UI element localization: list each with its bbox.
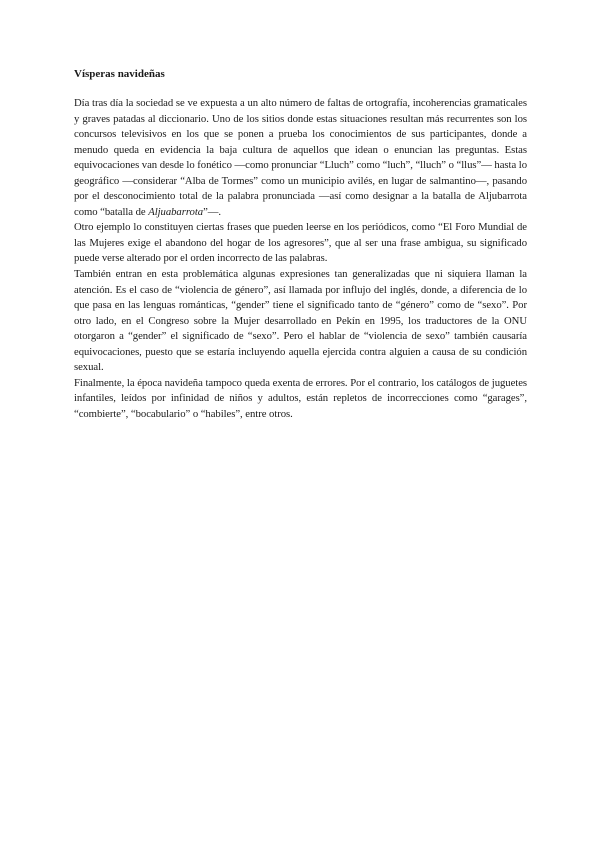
- paragraph-1-italic-term: Aljuabarrota: [148, 205, 204, 218]
- document-title: Vísperas navideñas: [74, 68, 165, 80]
- paragraph-1-text-end: ”—.: [203, 205, 222, 218]
- paragraph-4: Finalmente, la época navideña tampoco queda exenta de errores. Por el contrario, los catálogos de juguetes infantiles, leídos por infinidad de niños y adultos, están repletos de incorrecciones como “garages”, “combierte”, “bocabulario” o “habiles”, entre otros.: [74, 376, 527, 420]
- paragraph-1-text: Día tras día la sociedad se ve expuesta a un alto número de faltas de ortografía, incoherencias gramaticales y graves patadas al diccionario. Uno de los sitios donde estas situaciones resultan más recurrentes son los concursos televisivos en los que se ponen a prueba los conocimientos de sus participantes, donde a menudo queda en evidencia la baja cultura de aquellos que idean o enuncian las preguntas. Estas equivocaciones van desde lo fonético —como pronunciar “Lluch” como “luch”, “lluch” o “llus”— hasta lo geográfico —considerar “Alba de Tormes” como un municipio avilés, en lugar de salmantino—, pasando por el desconocimiento total de la palabra pronunciada —así como designar a la batalla de Aljubarrota como “batalla de: [74, 97, 527, 218]
- paragraph-1: [74, 96, 527, 220]
- document-page: [74, 66, 527, 422]
- paragraph-2: Otro ejemplo lo constituyen ciertas frases que pueden leerse en los periódicos, como “El Foro Mundial de las Mujeres exige el abandono del hogar de los agresores”, que al ser una frase ambigua, su significado puede verse alterado por el orden incorrecto de las palabras.: [74, 221, 527, 265]
- paragraph-3: También entran en esta problemática algunas expresiones tan generalizadas que ni siquiera llaman la atención. Es el caso de “violencia de género”, así llamada por influjo del inglés, donde, a diferencia de lo que pasa en las lenguas románticas, “gender” tiene el significado tanto de “género” como de “sexo”. Por otro lado, en el Congreso sobre la Mujer desarrollado en Pekín en 1995, los traductores de la ONU otorgaron a “gender” el significado de “sexo”. Pero el hablar de “violencia de sexo” también causaría equivocaciones, puesto que se estaría incluyendo aquella ejercida contra alguien a causa de su condición sexual.: [74, 268, 527, 374]
